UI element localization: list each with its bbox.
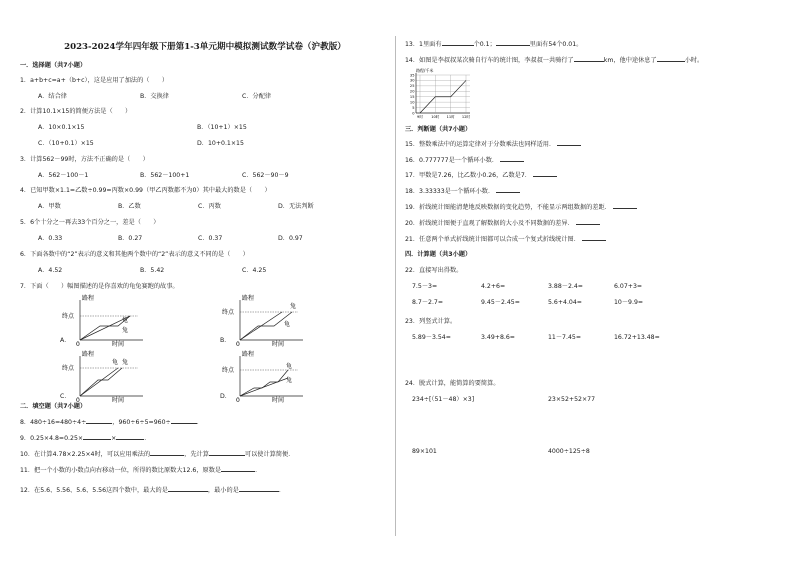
q6-option-a: A．4.52 xyxy=(38,267,63,274)
q20-blank[interactable] xyxy=(576,224,600,225)
q14-text-b: km，他中途休息了 xyxy=(603,57,657,64)
q10-blank-2[interactable] xyxy=(209,455,245,456)
q11-text-a: 11．把一个小数的小数点向右移动一位，所得的数比原数大12.6，原数是 xyxy=(20,467,222,474)
q14-text-c: 小时。 xyxy=(684,57,704,64)
q13-blank-2[interactable] xyxy=(496,45,530,46)
chart-xtick-label: 11时 xyxy=(446,115,455,119)
question-19 xyxy=(405,204,637,212)
column-divider xyxy=(395,36,396,536)
q6-option-b: B．5.42 xyxy=(140,267,165,274)
q24-item-3: 89×101 xyxy=(412,448,437,455)
q12-text-c: ． xyxy=(278,487,286,494)
graph-b-label-turtle: 龟 xyxy=(284,321,291,328)
graph-b-label-distance: 路程 xyxy=(242,295,255,302)
q23-item-2: 3.49+8.6= xyxy=(481,334,515,341)
q9-text-a: 9．0.25×4.8=0.25× xyxy=(20,435,84,442)
section-calc: 四．计算题（共3小题） xyxy=(405,251,472,258)
q23-item-3: 11－7.45= xyxy=(548,334,582,341)
question-17 xyxy=(405,172,557,180)
question-8 xyxy=(20,419,203,427)
question-9 xyxy=(20,435,150,443)
q3-option-a: A．562－100－1 xyxy=(38,172,89,179)
q15-blank[interactable] xyxy=(557,145,581,146)
chart-ytick-label: 30 xyxy=(409,78,415,83)
q9-text-c: ． xyxy=(144,435,151,442)
q22-item-5: 8.7－2.7= xyxy=(412,299,444,306)
graph-a-label-rabbit: 兔 xyxy=(122,327,129,334)
graph-d-line-turtle xyxy=(240,378,288,396)
q16-blank[interactable] xyxy=(500,161,524,162)
question-11 xyxy=(20,467,261,475)
q17-blank[interactable] xyxy=(533,176,557,177)
q10-text-a: 10．在计算4.78×2.25×4时，可以应用乘法的 xyxy=(20,451,151,458)
graph-d-label-rabbit: 兔 xyxy=(286,377,293,384)
question-20 xyxy=(405,220,600,228)
q22-item-4: 6.07+3= xyxy=(614,283,643,290)
chart-xtick-label: 9时 xyxy=(417,115,423,119)
graph-c-label-zero: 0 xyxy=(76,397,80,403)
q4-option-c: C．丙数 xyxy=(198,203,221,210)
q2-option-d: D．10+0.1×15 xyxy=(197,140,244,147)
graph-d-label-zero: 0 xyxy=(236,397,240,403)
q11-blank-1[interactable] xyxy=(221,471,255,472)
page-title: 2023-2024学年四年级下册第1-3单元期中模拟测试数学试卷（沪教版） xyxy=(64,42,346,52)
q12-text-a: 12．在5.6、5.56、5.6、5.56这四个数中，最大的是 xyxy=(20,487,168,494)
q7-option-c: C． xyxy=(60,393,71,400)
q22-item-3: 3.88－2.4= xyxy=(548,283,583,290)
graph-b-label-zero: 0 xyxy=(236,341,240,347)
q5-option-d: D．0.97 xyxy=(278,235,303,242)
q7-option-a: A． xyxy=(60,337,71,344)
question-5: 5．6个十分之一再去33个百分之一，差是（ ） xyxy=(20,219,160,226)
chart-title: 路程/千米 xyxy=(416,68,434,73)
question-6: 6．下面各数中的“2”表示的意义和其他两个数中的“2”表示的意义不同的是（ ） xyxy=(20,251,249,258)
q10-blank-1[interactable] xyxy=(150,455,184,456)
q8-blank-2[interactable] xyxy=(171,423,197,424)
graph-a xyxy=(38,292,158,347)
q13-text-a: 13．1里面有 xyxy=(405,41,442,48)
q13-text-b: 个0.1； xyxy=(473,41,496,48)
q14-text-a: 14．如图是李叔叔某次骑自行车的统计图，李叔叔一共骑行了 xyxy=(405,57,574,64)
q10-text-b: ，先计算 xyxy=(184,451,209,458)
q18-text: 18．3.33333是一个循环小数． xyxy=(405,188,495,195)
q19-text: 19．折线统计图能清楚地反映数据的变化趋势，不能显示两组数据的差距． xyxy=(405,204,611,211)
q14-blank-1[interactable] xyxy=(574,61,604,62)
graph-d-label-time: 时间 xyxy=(272,397,285,403)
chart-ytick-label: 15 xyxy=(409,95,415,100)
q21-text: 21．任意两个单式折线统计图都可以合成一个复式折线统计图． xyxy=(405,236,580,243)
q1-option-c: C．分配律 xyxy=(242,93,272,100)
q3-option-c: C．562－90－9 xyxy=(242,172,289,179)
graph-c-label-rabbit: 兔 xyxy=(122,359,129,366)
q12-text-b: ，最小的是 xyxy=(207,487,239,494)
graph-b-line-turtle xyxy=(240,312,282,340)
q22-item-1: 7.5－3= xyxy=(412,283,438,290)
q5-option-b: B．0.27 xyxy=(118,235,143,242)
q7-option-b: B． xyxy=(220,337,231,344)
graph-b xyxy=(198,292,318,347)
question-12 xyxy=(20,487,285,495)
q22-item-2: 4.2+6= xyxy=(481,283,506,290)
q8-text-c: ． xyxy=(196,419,203,426)
chart-ytick-label: 5 xyxy=(412,105,415,110)
question-10 xyxy=(20,451,294,459)
q12-blank-2[interactable] xyxy=(239,491,279,492)
chart-ytick-label: 0 xyxy=(412,111,415,116)
question-13 xyxy=(405,41,582,49)
q17-text: 17．甲数是7.26，比乙数小0.26，乙数是7． xyxy=(405,172,531,179)
q8-text-a: 8．480÷16=480÷4÷ xyxy=(20,419,87,426)
q13-blank-1[interactable] xyxy=(442,45,474,46)
q13-text-c: 里面有54个0.01。 xyxy=(529,41,583,48)
q18-blank[interactable] xyxy=(496,192,520,193)
q8-blank-1[interactable] xyxy=(86,423,112,424)
graph-a-label-zero: 0 xyxy=(76,341,80,347)
section-fill: 二．填空题（共7小题） xyxy=(20,403,87,410)
chart-ytick-label: 35 xyxy=(409,73,415,78)
q9-blank-2[interactable] xyxy=(116,439,144,440)
question-21 xyxy=(405,236,606,244)
q1-option-a: A．结合律 xyxy=(38,93,67,100)
graph-a-label-turtle: 龟 xyxy=(122,317,129,324)
graph-c-label-distance: 路程 xyxy=(82,351,95,358)
question-7: 7．下面（ ）幅图描述的是你喜欢的龟兔赛跑的故事。 xyxy=(20,283,179,290)
graph-d-label-distance: 路程 xyxy=(242,351,255,358)
question-14 xyxy=(405,57,703,65)
q4-option-b: B．乙数 xyxy=(118,203,141,210)
graph-c-label-time: 时间 xyxy=(112,397,125,403)
q7-option-d: D． xyxy=(220,393,231,400)
q9-blank-1[interactable] xyxy=(83,439,111,440)
chart-ytick-label: 10 xyxy=(409,100,415,105)
q20-text: 20．折线统计图便于直观了解数据的大小及不同数据的差异． xyxy=(405,220,574,227)
q23-item-4: 16.72+13.48= xyxy=(614,334,660,341)
q9-text-b: × xyxy=(111,435,117,442)
q5-option-c: C．0.37 xyxy=(198,235,223,242)
question-4: 4．已知甲数×1.1=乙数÷0.99=丙数×0.99（甲乙丙数都不为0）其中最大的数是（ ） xyxy=(20,187,271,194)
question-1: 1．a+b+c=a+（b+c），这是应用了加法的（ ） xyxy=(20,77,169,84)
section-judge: 三．判断题（共7小题） xyxy=(405,126,472,133)
q14-blank-2[interactable] xyxy=(657,61,685,62)
graph-c-line-turtle xyxy=(80,368,118,396)
q3-option-b: B．562－100+1 xyxy=(140,172,190,179)
graph-b-label-time: 时间 xyxy=(272,341,285,347)
q5-option-a: A．0.33 xyxy=(38,235,63,242)
question-24: 24．脱式计算，能简算的要简算。 xyxy=(405,380,500,387)
q24-item-2: 23×52+52×77 xyxy=(548,396,596,403)
q1-option-b: B．交换律 xyxy=(140,93,169,100)
q16-text: 16．0.777777是一个循环小数． xyxy=(405,157,499,164)
q23-item-1: 5.89－3.54= xyxy=(412,334,451,341)
graph-a-label-finish: 终点 xyxy=(62,313,75,320)
q6-option-c: C．4.25 xyxy=(242,267,267,274)
graph-c xyxy=(38,348,158,403)
graph-b-label-finish: 终点 xyxy=(222,309,235,316)
q8-text-b: ，960÷6÷5=960÷ xyxy=(112,419,171,426)
question-18 xyxy=(405,188,520,196)
graph-d-label-turtle: 龟 xyxy=(286,363,293,370)
question-3: 3．计算562－99时，方法不正确的是（ ） xyxy=(20,156,149,163)
q19-blank[interactable] xyxy=(613,208,637,209)
graph-c-line-rabbit xyxy=(80,368,122,396)
graph-d xyxy=(198,348,318,403)
q22-item-7: 5.6+4.04= xyxy=(548,299,582,306)
q2-option-a: A．10×0.1×15 xyxy=(38,124,85,131)
graph-b-label-rabbit: 兔 xyxy=(290,303,297,310)
question-22: 22．直接写出得数。 xyxy=(405,267,463,274)
q21-blank[interactable] xyxy=(582,240,606,241)
q11-text-b: ． xyxy=(255,467,262,474)
chart-ytick-label: 25 xyxy=(409,84,415,89)
chart-xtick-label: 12时 xyxy=(461,115,471,119)
graph-d-label-finish: 终点 xyxy=(222,367,235,374)
graph-c-label-finish: 终点 xyxy=(62,365,75,372)
q15-text: 15．整数乘法中的运算定律对于分数乘法也同样适用． xyxy=(405,141,556,148)
graph-d-line-rabbit xyxy=(240,370,288,396)
q10-text-c: 可以使计算简便． xyxy=(244,451,295,458)
section-choice: 一．选择题（共7小题） xyxy=(20,62,87,69)
q24-item-4: 4000÷125÷8 xyxy=(548,448,590,455)
graph-a-label-distance: 路程 xyxy=(82,295,95,302)
q4-option-a: A．甲数 xyxy=(38,203,61,210)
question-15 xyxy=(405,141,581,149)
q4-option-d: D．无法判断 xyxy=(278,203,314,210)
q12-blank-1[interactable] xyxy=(168,491,208,492)
graph-a-label-time: 时间 xyxy=(112,341,125,347)
cycling-line-chart xyxy=(404,66,476,122)
q22-item-8: 10－9.9= xyxy=(614,299,644,306)
graph-c-label-turtle: 龟 xyxy=(112,359,119,366)
q24-item-1: 234÷[（51－48）×3] xyxy=(412,396,475,403)
question-16 xyxy=(405,157,524,165)
chart-ytick-label: 20 xyxy=(409,89,415,94)
q2-option-b: B．（10+1）×15 xyxy=(197,124,247,131)
question-23: 23．列竖式计算。 xyxy=(405,318,457,325)
chart-xtick-label: 10时 xyxy=(431,115,440,119)
q2-option-c: C．（10+0.1）×15 xyxy=(38,140,94,147)
q22-item-6: 9.45－2.45= xyxy=(481,299,520,306)
question-2: 2．计算10.1×15的简便方法是（ ） xyxy=(20,108,132,115)
